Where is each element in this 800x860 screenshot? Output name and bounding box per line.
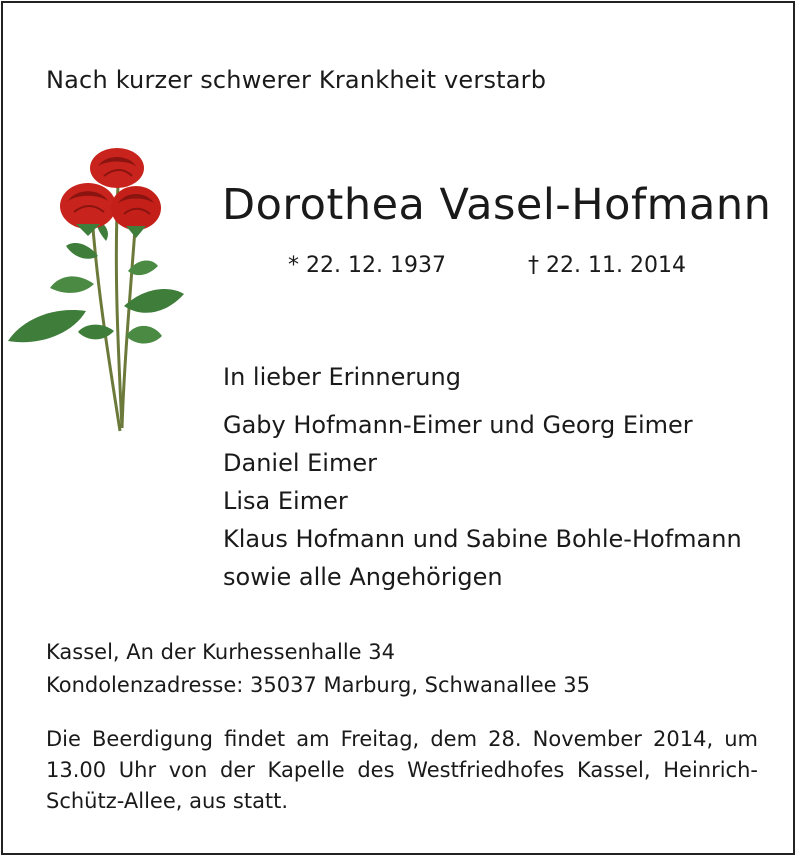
mourner-item: Lisa Eimer <box>223 487 348 515</box>
residence-address: Kassel, An der Kurhessenhalle 34 <box>46 640 395 664</box>
funeral-details: Die Beerdigung findet am Freitag, dem 28. November 2014, um 13.00 Uhr von der Kapelle des Westfriedhofes Kassel, Heinrich-Schütz-Allee, aus statt. <box>46 727 758 813</box>
deceased-name: Dorothea Vasel-Hofmann <box>222 180 772 230</box>
condolence-address: Kondolenzadresse: 35037 Marburg, Schwanallee 35 <box>46 673 590 697</box>
red-roses-icon <box>6 146 188 436</box>
mourning-line: In lieber Erinnerung <box>223 363 461 391</box>
mourner-item: Gaby Hofmann-Eimer und Georg Eimer <box>223 411 693 439</box>
mourners-list <box>223 406 742 596</box>
birth-date: * 22. 12. 1937 <box>288 253 446 278</box>
death-date: † 22. 11. 2014 <box>528 253 686 278</box>
mourner-item: sowie alle Angehörigen <box>223 563 503 591</box>
intro-text: Nach kurzer schwerer Krankheit verstarb <box>46 66 547 94</box>
mourner-item: Klaus Hofmann und Sabine Bohle-Hofmann <box>223 525 742 553</box>
mourner-item: Daniel Eimer <box>223 449 377 477</box>
